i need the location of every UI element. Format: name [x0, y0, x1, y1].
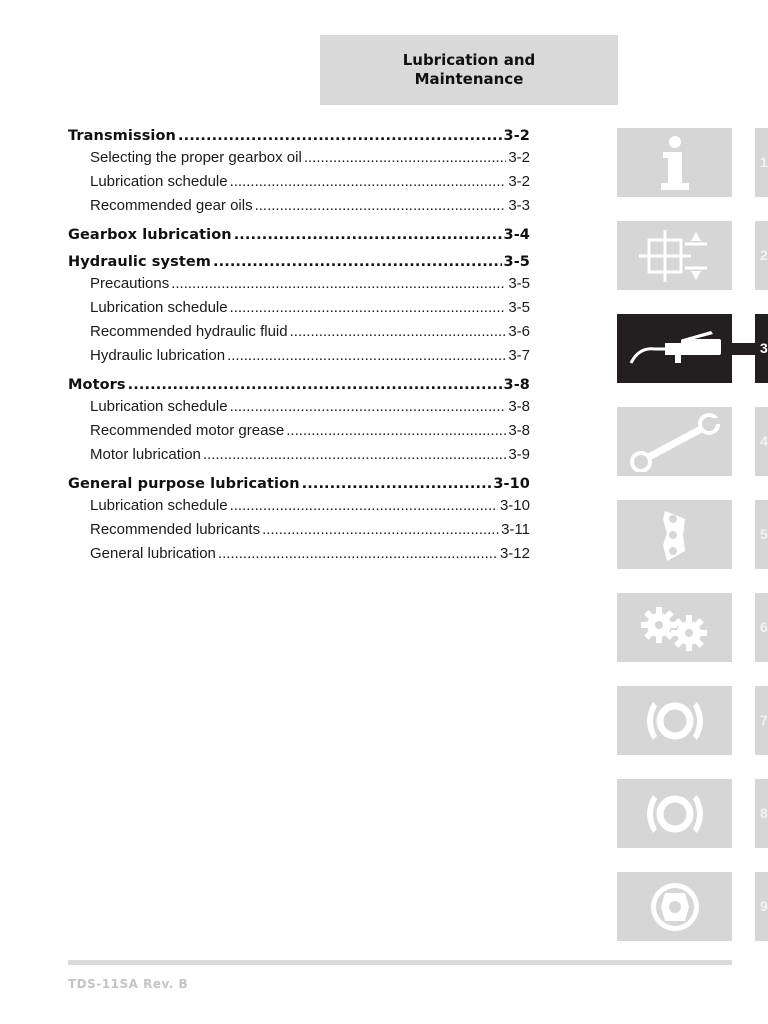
toc-subentry[interactable]: Lubrication schedule ..... 3-5: [68, 296, 530, 320]
chapter-header: [320, 35, 618, 105]
toc-subentry[interactable]: General lubrication ..... 3-12: [68, 542, 530, 566]
toc-subentry[interactable]: Lubrication schedule ..... 3-10: [68, 494, 530, 518]
toc-subentry[interactable]: Hydraulic lubrication ..... 3-7: [68, 344, 530, 368]
section-number-tab-9[interactable]: 9: [755, 872, 768, 941]
crosshair-diagram-icon: [635, 226, 715, 286]
section-tab-9[interactable]: [617, 872, 732, 941]
section-tab-1[interactable]: [617, 128, 732, 197]
info-icon: [655, 135, 695, 191]
grease-gun-icon: [625, 329, 725, 369]
toc-entry-gearbox-lubrication[interactable]: Gearbox lubrication ..... 3-4: [68, 225, 530, 245]
section-number-tab-8[interactable]: 8: [755, 779, 768, 848]
chapter-title-line1: Lubrication and: [402, 51, 536, 69]
section-number-tab-6[interactable]: 6: [755, 593, 768, 662]
wrench-icon: [627, 412, 723, 472]
toc-subentry[interactable]: Recommended hydraulic fluid ..... 3-6: [68, 320, 530, 344]
toc-subentry[interactable]: Precautions ..... 3-5: [68, 272, 530, 296]
section-tab-5[interactable]: [617, 500, 732, 569]
table-of-contents: [68, 126, 530, 566]
section-tab-2[interactable]: [617, 221, 732, 290]
chain-link-icon: [655, 505, 695, 565]
section-number-tab-5[interactable]: 5: [755, 500, 768, 569]
toc-subentry[interactable]: Lubrication schedule ..... 3-2: [68, 170, 530, 194]
brake-ring-icon: [635, 696, 715, 746]
footer-divider: [68, 960, 732, 965]
toc-entry-transmission[interactable]: Transmission ..... 3-2: [68, 126, 530, 146]
section-tab-6[interactable]: [617, 593, 732, 662]
section-number-tab-1[interactable]: 1: [755, 128, 768, 197]
section-number-tab-2[interactable]: 2: [755, 221, 768, 290]
toc-entry-hydraulic-system[interactable]: Hydraulic system ..... 3-5: [68, 252, 530, 272]
section-tab-4[interactable]: [617, 407, 732, 476]
toc-subentry[interactable]: Recommended motor grease ..... 3-8: [68, 419, 530, 443]
toc-subentry[interactable]: Selecting the proper gearbox oil ..... 3-2: [68, 146, 530, 170]
section-number-tab-3[interactable]: 3: [755, 314, 768, 383]
toc-entry-motors[interactable]: Motors ..... 3-8: [68, 375, 530, 395]
section-tab-8[interactable]: [617, 779, 732, 848]
section-number-tab-4[interactable]: 4: [755, 407, 768, 476]
section-tab-3-active[interactable]: [617, 314, 732, 383]
toc-subentry[interactable]: Motor lubrication ..... 3-9: [68, 443, 530, 467]
brake-ring-icon: [635, 789, 715, 839]
toc-subentry[interactable]: Recommended gear oils ..... 3-3: [68, 194, 530, 218]
section-number-tab-7[interactable]: 7: [755, 686, 768, 755]
chapter-title-line2: Maintenance: [414, 70, 524, 88]
toc-subentry[interactable]: Lubrication schedule ..... 3-8: [68, 395, 530, 419]
valve-icon: [647, 879, 703, 935]
toc-subentry[interactable]: Recommended lubricants ..... 3-11: [68, 518, 530, 542]
section-tab-7[interactable]: [617, 686, 732, 755]
footer-doc-id: TDS-11SA Rev. B: [68, 977, 189, 991]
gears-icon: [635, 603, 715, 653]
toc-entry-general-purpose-lubrication[interactable]: General purpose lubrication ..... 3-10: [68, 474, 530, 494]
active-tab-connector: [732, 343, 756, 355]
